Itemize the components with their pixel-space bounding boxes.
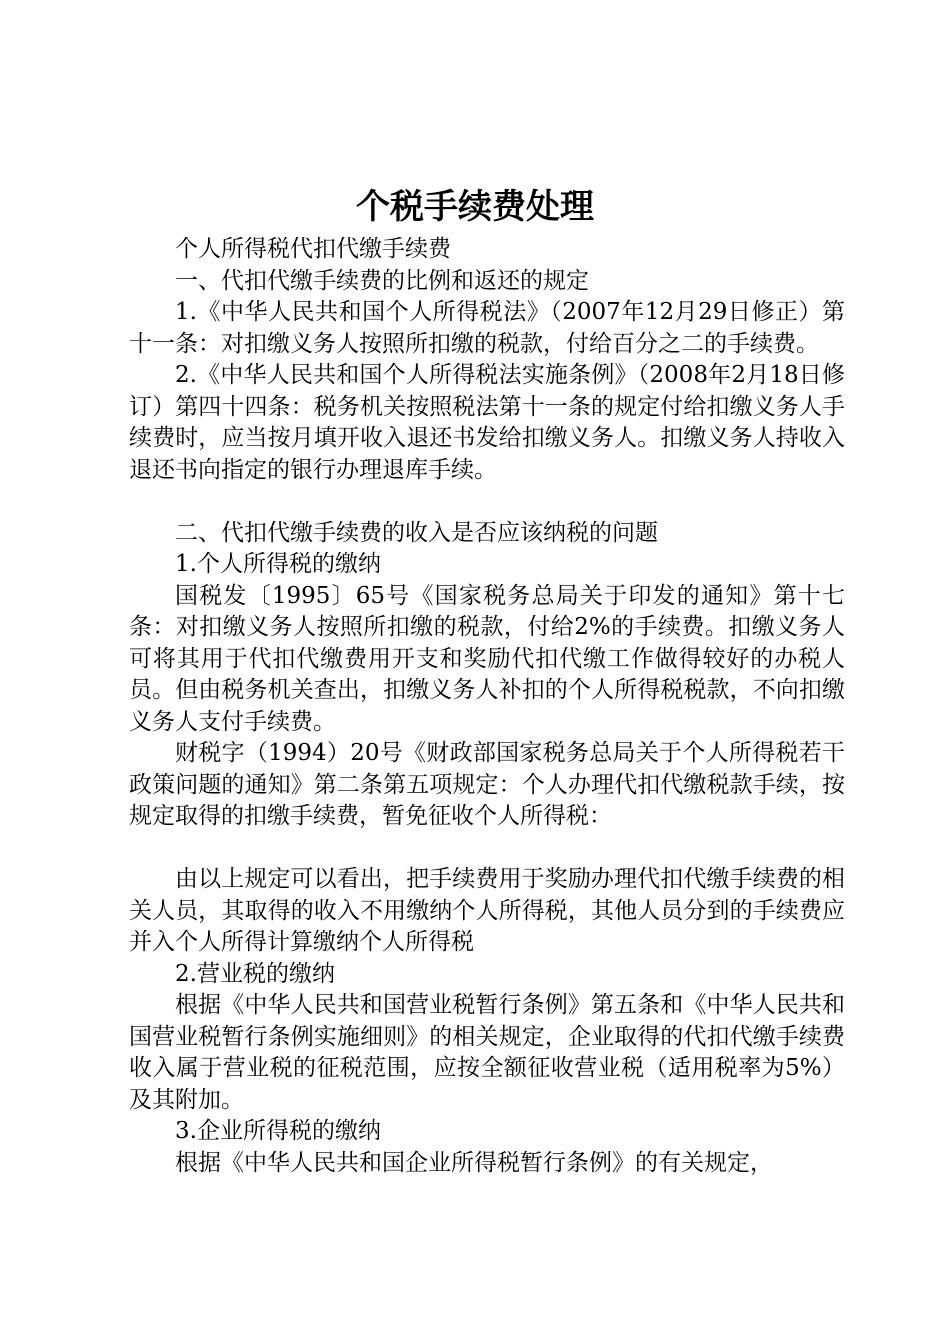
subsection-heading: 3.企业所得税的缴纳 bbox=[175, 1118, 381, 1144]
subsection-heading: 1.个人所得税的缴纳 bbox=[175, 551, 381, 577]
paragraph: 国税发〔1995〕65号《国家税务总局关于印发的通知》第十七条：对扣缴义务人按照所扣缴的税款，付给2%的手续费。扣缴义务人可将其用于代扣代缴费用开支和奖励代扣代缴工作做得较好的办税人员。但由税务机关查出，扣缴义务人补扣的个人所得税税款，不向扣缴义务人支付手续费。 bbox=[129, 582, 845, 735]
document-body bbox=[129, 234, 845, 1179]
section-heading-1: 一、代扣代缴手续费的比例和返还的规定 bbox=[175, 267, 589, 294]
section-heading-2: 二、代扣代缴手续费的收入是否应该纳税的问题 bbox=[175, 519, 658, 546]
paragraph: 根据《中华人民共和国营业税暂行条例》第五条和《中华人民共和国营业税暂行条例实施细则》的相关规定，企业取得的代扣代缴手续费收入属于营业税的征税范围，应按全额征收营业税（适用税率为5%）及其附加。 bbox=[129, 992, 845, 1113]
paragraph: 2.《中华人民共和国个人所得税法实施条例》（2008年2月18日修订）第四十四条：税务机关按照税法第十一条的规定付给扣缴义务人手续费时，应当按月填开收入退还书发给扣缴义务人。扣缴义务人持收入退还书向指定的银行办理退库手续。 bbox=[129, 362, 845, 483]
paragraph: 由以上规定可以看出，把手续费用于奖励办理代扣代缴手续费的相关人员，其取得的收入不用缴纳个人所得税，其他人员分到的手续费应并入个人所得计算缴纳个人所得税 bbox=[129, 866, 845, 955]
paragraph: 根据《中华人民共和国企业所得税暂行条例》的有关规定， bbox=[175, 1149, 773, 1176]
paragraph: 财税字（1994）20号《财政部国家税务总局关于个人所得税若干政策问题的通知》第二条第五项规定：个人办理代扣代缴税款手续，按规定取得的扣缴手续费，暂免征收个人所得税： bbox=[129, 740, 845, 829]
document-title: 个税手续费处理 bbox=[356, 187, 594, 227]
subsection-heading: 2.营业税的缴纳 bbox=[175, 960, 335, 987]
paragraph: 1.《中华人民共和国个人所得税法》（2007年12月29日修正）第十一条：对扣缴义务人按照所扣缴的税款，付给百分之二的手续费。 bbox=[129, 299, 845, 357]
paragraph-subtitle: 个人所得税代扣代缴手续费 bbox=[175, 236, 451, 262]
